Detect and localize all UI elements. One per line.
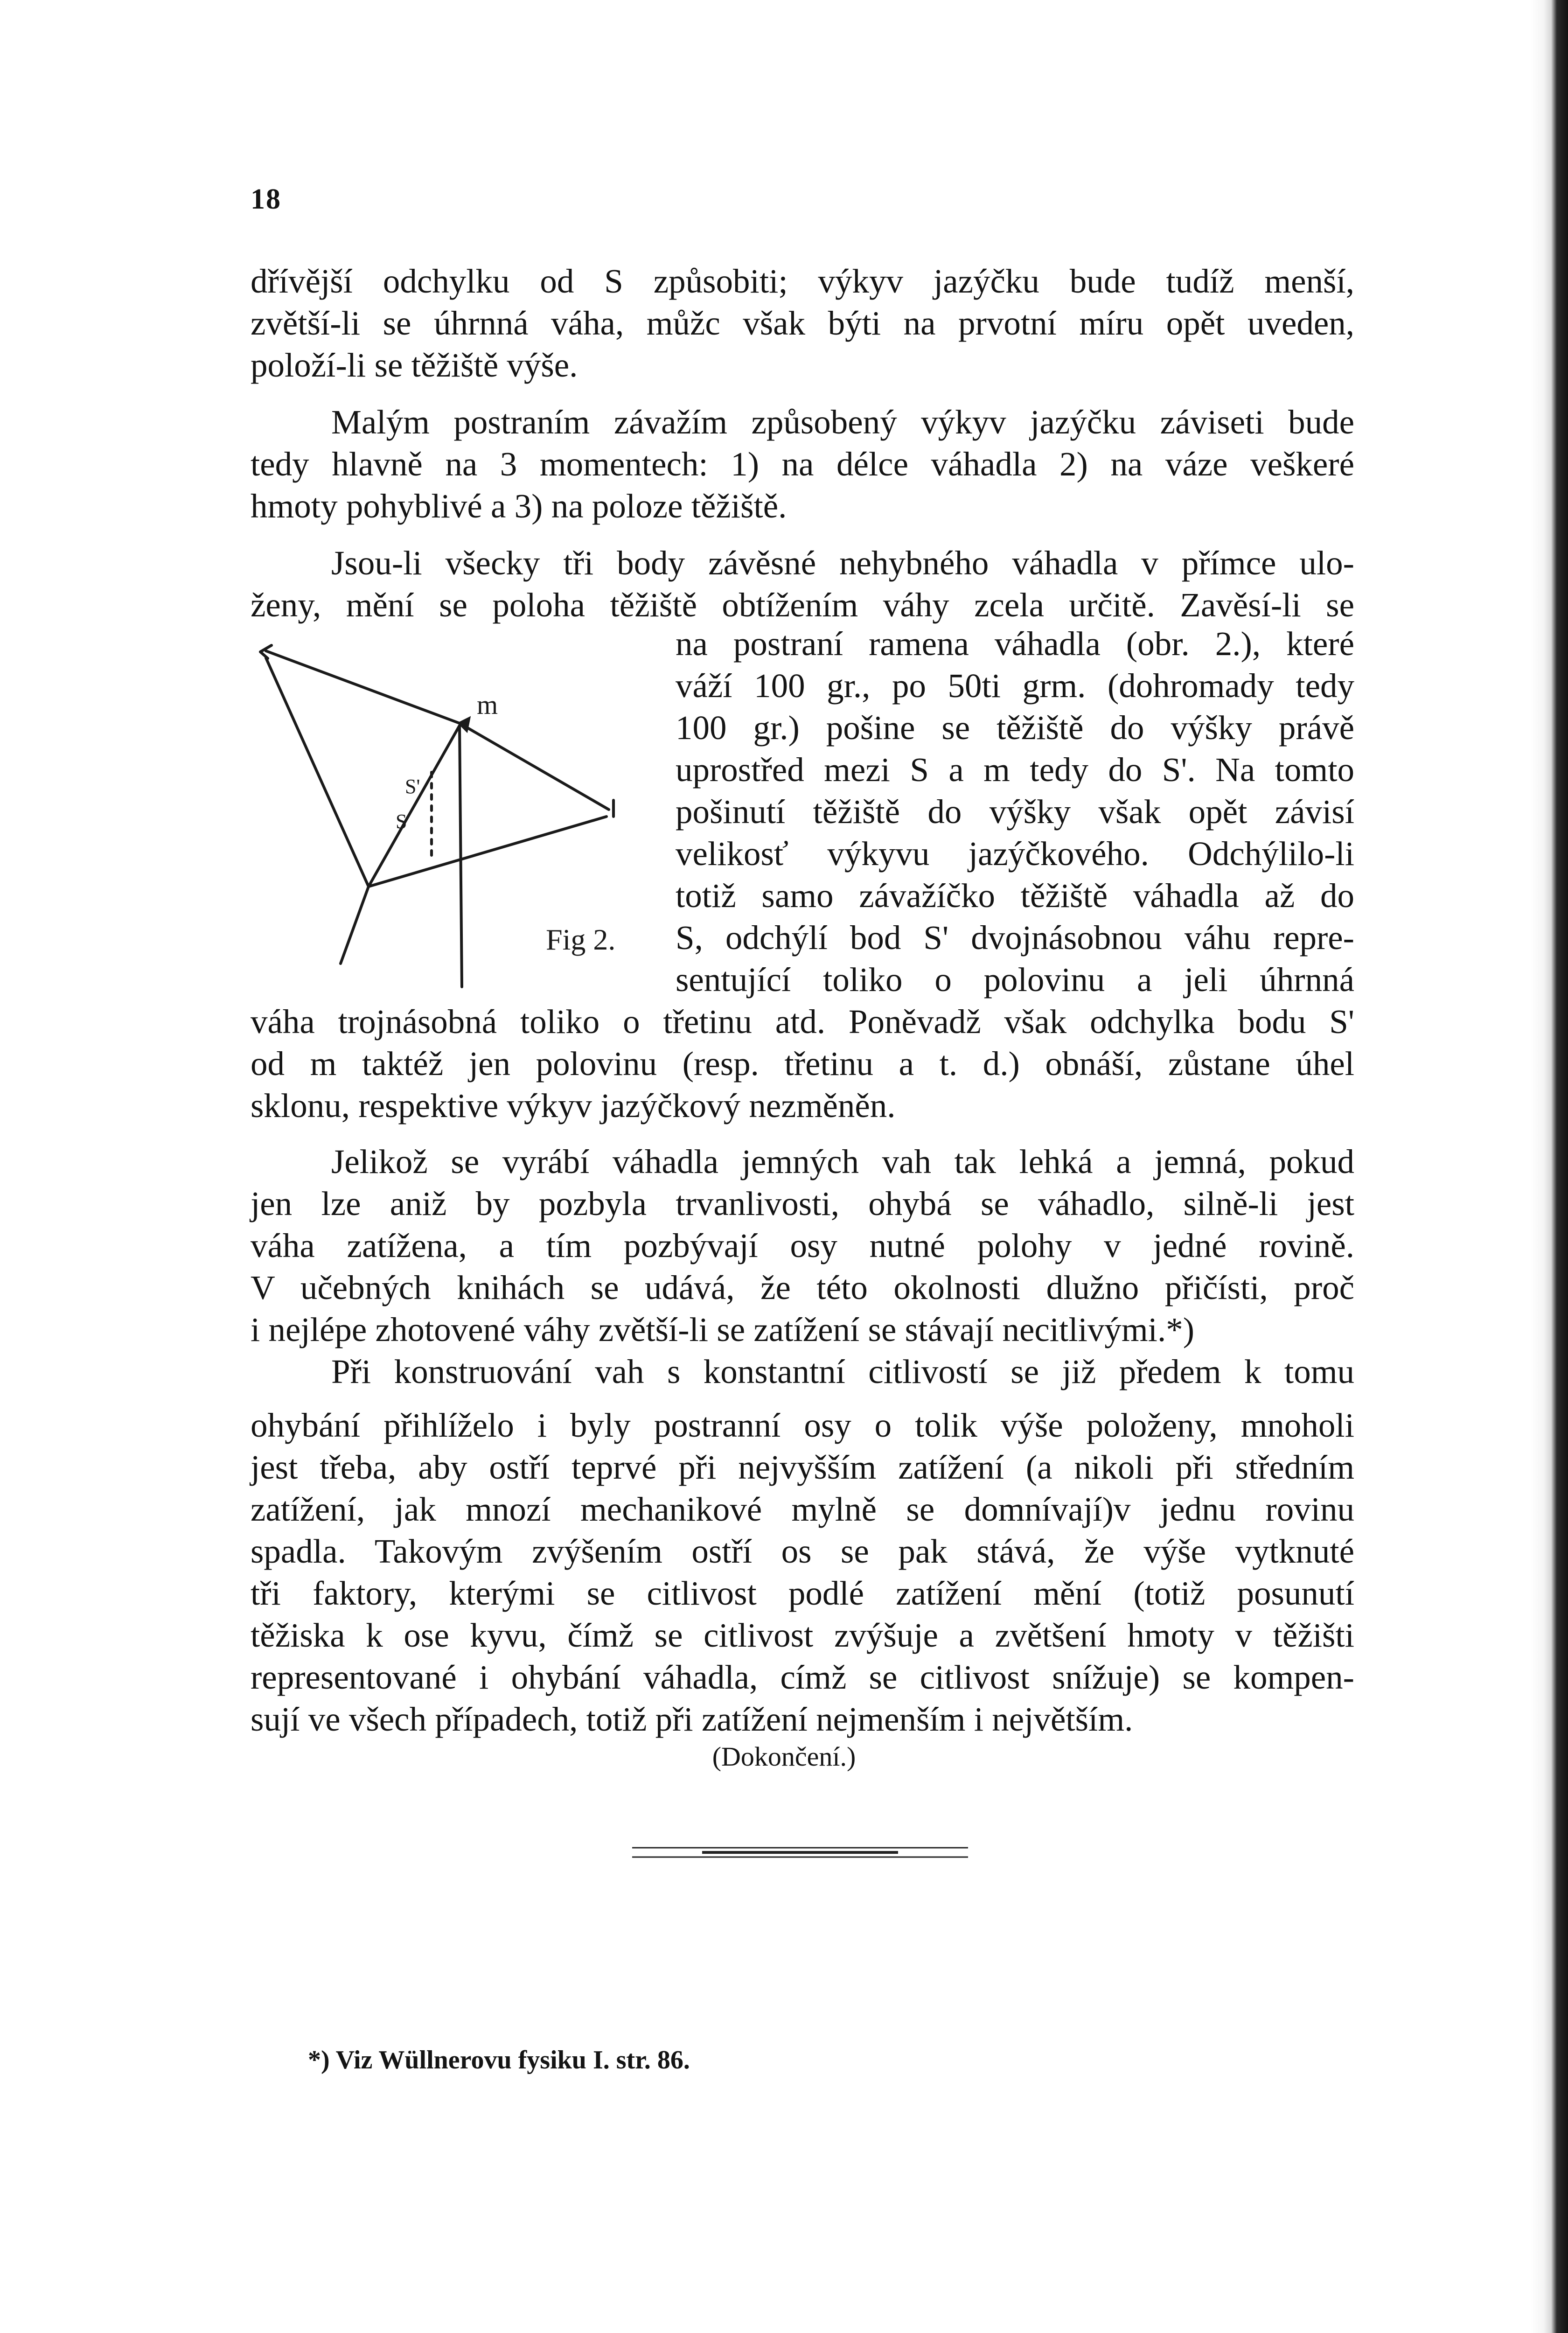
text-line: spadla. Takovým zvýšením ostří os se pak stává, že výše vytknuté (251, 1532, 1354, 1570)
text-line: tři faktory, kterými se citlivost podlé zatížení mění (totiž posunutí (251, 1574, 1354, 1612)
footnote: *) Viz Wüllnerovu fysiku I. str. 86. (308, 2046, 690, 2075)
text-line: sentující toliko o polovinu a jeli úhrnná (676, 961, 1354, 999)
text-line: Jelikož se vyrábí váhadla jemných vah tak lehká a jemná, pokud (331, 1143, 1354, 1180)
text-line: váží 100 gr., po 50ti grm. (dohromady tedy (676, 667, 1354, 705)
page-edge-shadow (1531, 0, 1568, 2333)
text-line: ohybání přihlíželo i byly postranní osy o tolik výše položeny, mnoholi (251, 1406, 1354, 1444)
vertical-line (460, 726, 462, 987)
text-line: položí-li se těžiště výše. (251, 346, 578, 384)
label-s-prime: S' (405, 775, 420, 798)
text-line: jen lze aniž by pozbyla trvanlivosti, ohybá se váhadlo, silně-li jest (251, 1185, 1354, 1222)
beam-line (460, 723, 609, 810)
text-line: zvětší-li se úhrnná váha, můžc však býti na prvotní míru opět uveden, (251, 304, 1354, 342)
section-separator (632, 1843, 968, 1862)
text-line: těžiska k ose kyvu, čímž se citlivost zvýšuje a zvětšení hmoty v těžišti (251, 1616, 1354, 1654)
label-m: m (477, 690, 498, 720)
text-line: zatížení, jak mnozí mechanikové mylně se domnívají)v jednu rovinu (251, 1490, 1354, 1528)
beam-line (266, 651, 460, 723)
text-line: totiž samo závažíčko těžiště váhadla až do (676, 877, 1354, 915)
text-line: sklonu, respektive výkyv jazýčkový nezměněn. (251, 1087, 896, 1125)
text-line: Jsou-li všecky tři body závěsné nehybného váhadla v přímce ulo- (331, 544, 1354, 582)
text-line: representované i ohybání váhadla, címž se citlivost snížuje) se kompen- (251, 1658, 1354, 1696)
figure-2-diagram (247, 632, 667, 996)
text-line: váha trojnásobná toliko o třetinu atd. Poněvadž však odchylka bodu S' (251, 1003, 1354, 1041)
text-line: jest třeba, aby ostří teprvé při nejvyšším zatížení (a nikoli při středním (251, 1448, 1354, 1486)
text-line: uprostřed mezi S a m tedy do S'. Na tomto (676, 751, 1354, 789)
text-line: na postraní ramena váhadla (obr. 2.), které (676, 625, 1354, 663)
text-line: hmoty pohyblivé a 3) na poloze těžiště. (251, 487, 787, 525)
text-line: 100 gr.) pošine se těžiště do výšky právě (676, 709, 1354, 747)
text-line: váha zatížena, a tím pozbývají osy nutné polohy v jedné rovině. (251, 1227, 1354, 1264)
text-line: tedy hlavně na 3 momentech: 1) na délce váhadla 2) na váze veškeré (251, 445, 1354, 483)
text-line: velikosť výkyvu jazýčkového. Odchýlilo-li (676, 835, 1354, 873)
text-line: S, odchýlí bod S' dvojnásobnou váhu repre- (676, 919, 1354, 957)
text-line: sují ve všech případech, totiž při zatížení nejmenším i největším. (251, 1700, 1133, 1738)
closing-note: (Dokončení.) (712, 1741, 856, 1772)
text-line: Při konstruování vah s konstantní citlivostí se již předem k tomu (331, 1353, 1354, 1390)
text-line: pošinutí těžiště do výšky však opět závisí (676, 793, 1354, 831)
text-line: dřívější odchylku od S způsobiti; výkyv jazýčku bude tudíž menší, (251, 262, 1354, 300)
beam-line (341, 887, 369, 964)
label-s: S (396, 810, 407, 833)
text-line: Malým postraním závažím způsobený výkyv jazýčku záviseti bude (331, 403, 1354, 441)
text-line: od m taktéž jen polovinu (resp. třetinu a t. d.) obnáší, zůstane úhel (251, 1045, 1354, 1083)
text-line: V učebných knihách se udává, že této okolnosti dlužno přičísti, proč (251, 1269, 1354, 1306)
figure-caption: Fig 2. (546, 923, 616, 956)
text-line: ženy, mění se poloha těžiště obtížením váhy zcela určitě. Zavěsí-li se (251, 586, 1354, 624)
beam-line (266, 658, 369, 887)
page-number: 18 (251, 183, 281, 215)
text-line: i nejlépe zhotovené váhy zvětší-li se zatížení se stávají necitlivými.*) (251, 1311, 1195, 1348)
